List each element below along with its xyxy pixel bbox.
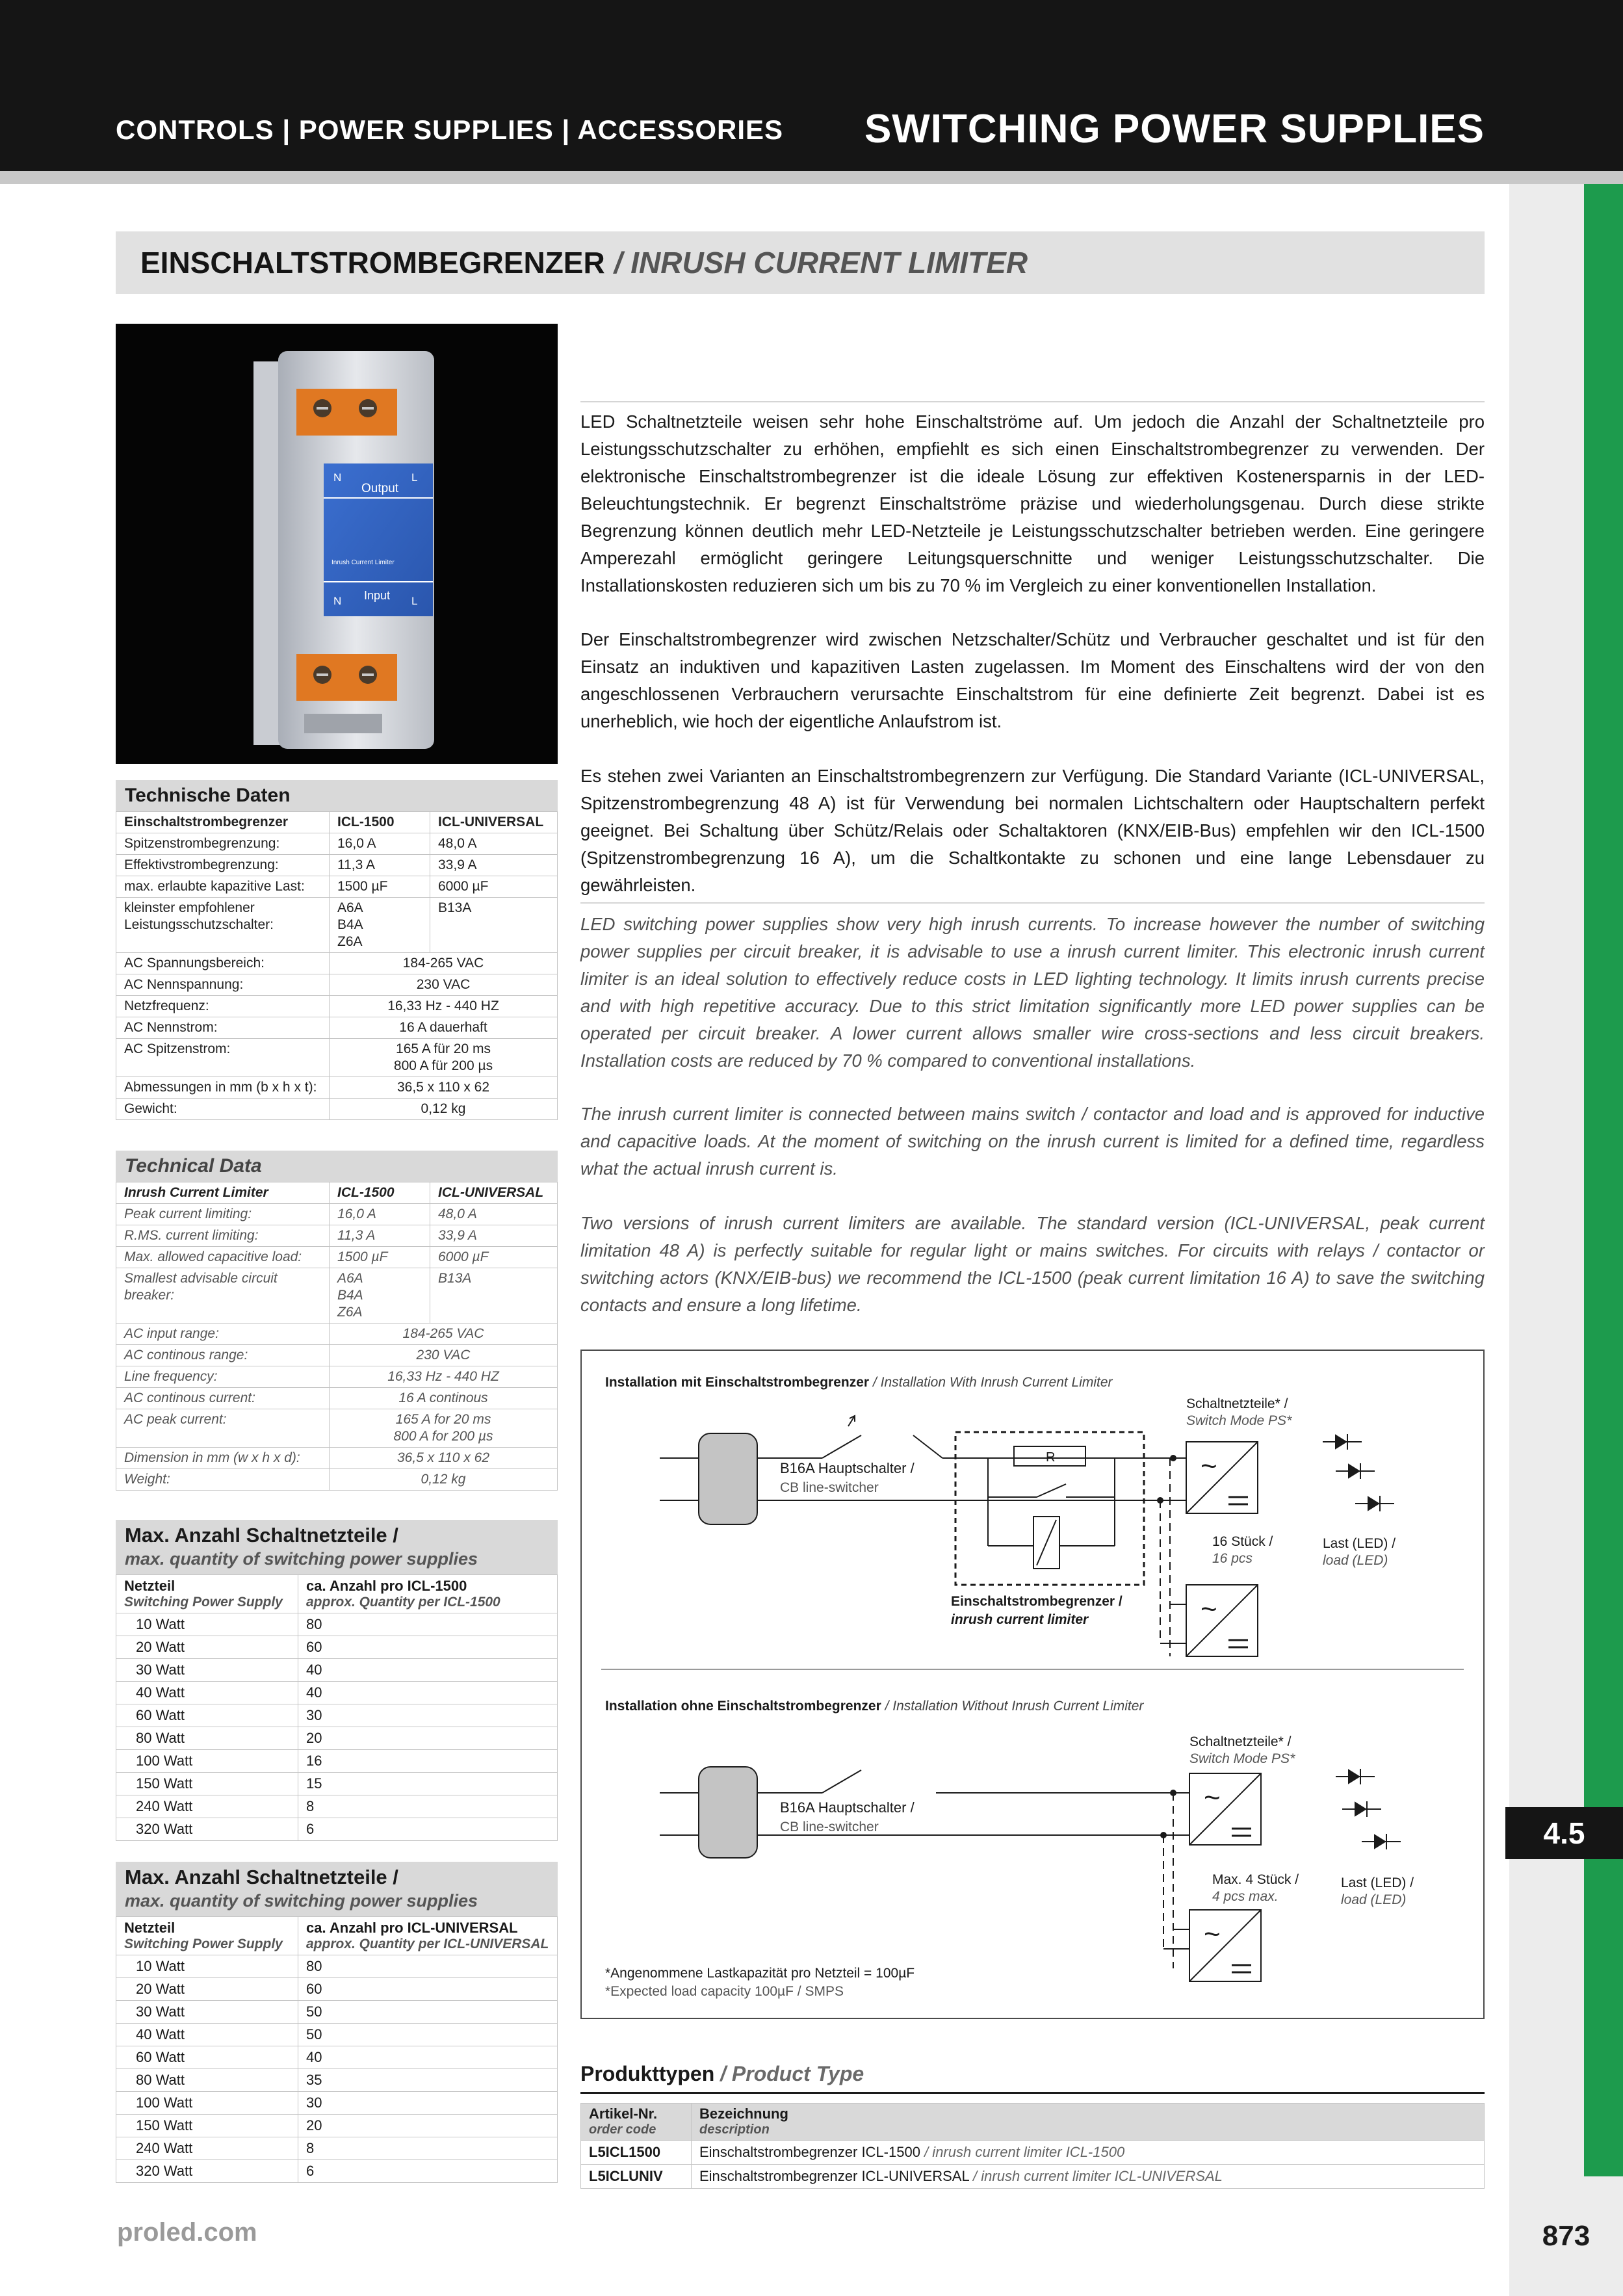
table-row: L5ICLUNIV Einschaltstrombegrenzer ICL-UNIVERSAL / inrush current limiter ICL-UNIVERSAL	[581, 2165, 1485, 2189]
switch-label-de-1: B16A Hauptschalter /	[780, 1460, 915, 1476]
svg-text:~: ~	[1204, 1918, 1221, 1950]
wiring-diagram-svg	[582, 1351, 1483, 2018]
qty-title-en: max. quantity of switching power supplies	[125, 1891, 478, 1911]
ps-label-de-1: Schaltnetzteile* /	[1186, 1396, 1288, 1411]
table-row: 60 Watt 40	[116, 2046, 558, 2069]
ps-label-en-1: Switch Mode PS*	[1186, 1413, 1292, 1428]
power-source-1	[699, 1433, 757, 1524]
qty-title-de: Max. Anzahl Schaltnetzteile /	[125, 1866, 398, 1888]
spec-row: kleinster empfohlener Leistungsschutzschalter: A6A B4A Z6A B13A	[116, 898, 558, 953]
ps-label-en-2: Switch Mode PS*	[1189, 1751, 1295, 1766]
table-row: 80 Watt 20	[116, 1727, 558, 1750]
spec-row: Max. allowed capacitive load: 1500 µF 6000 µF	[116, 1247, 558, 1268]
load-label-de-2: Last (LED) /	[1341, 1875, 1414, 1890]
table-row: 240 Watt 8	[116, 1795, 558, 1818]
spec-row: AC peak current: 165 A for 20 ms 800 A for 200 µs	[116, 1409, 558, 1448]
spec-row: AC continous current: 16 A continous	[116, 1388, 558, 1409]
spec-row: AC Nennstrom: 16 A dauerhaft	[116, 1017, 558, 1039]
table-row: 150 Watt 15	[116, 1773, 558, 1795]
led-load-2	[1336, 1769, 1401, 1849]
product-types-table: Artikel-Nr. order code Bezeichnung description L5ICL1500 Einschaltstrombegrenzer ICL-1500 / inrush current limiter ICL-1500 L5ICLUNIV Einschaltstrombegrenzer ICL-UNIVERSAL / inrush current limiter ICL-UNIVERSAL	[580, 2103, 1485, 2189]
table-row: 20 Watt 60	[116, 1636, 558, 1659]
footer-brand: proled.com	[117, 2218, 257, 2247]
qty-title-en: max. quantity of switching power supplies	[125, 1549, 478, 1569]
table-row: 100 Watt 16	[116, 1750, 558, 1773]
icl-label-de: Einschaltstrombegrenzer /	[951, 1594, 1123, 1609]
text-divider	[580, 902, 1485, 904]
load-label-de-1: Last (LED) /	[1323, 1536, 1396, 1551]
chapter-color-strip	[1584, 184, 1623, 2176]
switch-label-en-1: CB line-switcher	[780, 1480, 879, 1495]
spec-row: Abmessungen in mm (b x h x t): 36,5 x 110 x 62	[116, 1077, 558, 1099]
diagram-2-title: Installation ohne Einschaltstrombegrenzer / Installation Without Inrush Current Limiter	[605, 1699, 1144, 1714]
spec-row: Gewicht: 0,12 kg	[116, 1099, 558, 1120]
ps-label-de-2: Schaltnetzteile* /	[1189, 1734, 1292, 1749]
svg-text:~: ~	[1201, 1593, 1217, 1625]
spec-row: Spitzenstrombegrenzung: 16,0 A 48,0 A	[116, 833, 558, 855]
label-n-bottom: N	[333, 595, 342, 607]
label-l-top: L	[411, 471, 418, 484]
spec-row: AC input range: 184-265 VAC	[116, 1324, 558, 1345]
product-heading	[116, 231, 1485, 294]
spec-row: Dimension in mm (w x h x d): 36,5 x 110 x 62	[116, 1448, 558, 1469]
qty-label-de-2: Max. 4 Stück /	[1212, 1872, 1299, 1887]
svg-text:~: ~	[1204, 1782, 1221, 1814]
section-title: SWITCHING POWER SUPPLIES	[864, 107, 1485, 151]
spec-row: AC Spitzenstrom: 165 A für 20 ms 800 A für 200 µs	[116, 1039, 558, 1077]
table-row: 320 Watt 6	[116, 1818, 558, 1841]
load-label-en-2: load (LED)	[1341, 1892, 1407, 1907]
load-label-en-1: load (LED)	[1323, 1553, 1388, 1568]
spec-col-icl1500: ICL-1500	[330, 1182, 430, 1204]
label-device-name: Inrush Current Limiter	[331, 559, 395, 566]
category-title: CONTROLS | POWER SUPPLIES | ACCESSORIES	[116, 114, 784, 145]
spec-row: Effektivstrombegrenzung: 11,3 A 33,9 A	[116, 855, 558, 876]
chapter-tab: 4.5	[1505, 1807, 1623, 1859]
page-number: 873	[1542, 2220, 1591, 2252]
spec-row: AC Nennspannung: 230 VAC	[116, 974, 558, 996]
diagram-1-title: Installation mit Einschaltstrombegrenzer / Installation With Inrush Current Limiter	[605, 1375, 1113, 1390]
table-row: 20 Watt 60	[116, 1978, 558, 2001]
switch-label-de-2: B16A Hauptschalter /	[780, 1799, 915, 1816]
switch-label-en-2: CB line-switcher	[780, 1820, 879, 1834]
spec-col-label: Einschaltstrombegrenzer	[116, 812, 330, 833]
table-row: 40 Watt 40	[116, 1682, 558, 1704]
table-row: 30 Watt 50	[116, 2001, 558, 2024]
spec-col-universal: ICL-UNIVERSAL	[430, 1182, 558, 1204]
spec-row: Weight: 0,12 kg	[116, 1469, 558, 1491]
product-types-title: Produkttypen / Product Type	[580, 2062, 864, 2085]
table-row: 80 Watt 35	[116, 2069, 558, 2092]
spec-row: Netzfrequenz: 16,33 Hz - 440 HZ	[116, 996, 558, 1017]
spec-row: max. erlaubte kapazitive Last: 1500 µF 6000 µF	[116, 876, 558, 898]
spec-table-en-title: Technical Data	[116, 1151, 558, 1182]
product-heading-de: EINSCHALTSTROMBEGRENZER	[140, 246, 605, 280]
diagram-note-de: *Angenommene Lastkapazität pro Netzteil = 100µF	[605, 1966, 915, 1981]
bottom-terminal-block	[296, 654, 397, 701]
text-divider	[580, 401, 1485, 402]
table-row: 40 Watt 50	[116, 2024, 558, 2046]
qty-label-en-1: 16 pcs	[1212, 1551, 1253, 1566]
led-load-1	[1323, 1434, 1394, 1511]
spec-table-de-title: Technische Daten	[116, 780, 558, 811]
text-de-paragraph-3: Es stehen zwei Varianten an Einschaltstrombegrenzern zur Verfügung. Die Standard Variante (ICL-UNIVERSAL, Spitzenstrombegrenzung 48 A) ist für Verwendung bei normalen Lichtschaltern oder Hauptschaltern perfekt geeignet. Bei Schaltung über Schütz/Relais oder Schaltaktoren (KNX/EIB-Bus) empfehlen wir den ICL-1500 (Spitzenstrombegrenzung 16 A), um die Schaltkontakte zu schonen und eine lange Lebensdauer zu gewährleisten.	[580, 766, 1485, 895]
icl-label-en: inrush current limiter	[951, 1612, 1089, 1627]
din-rail-module-image	[116, 324, 558, 764]
table-row: 100 Watt 30	[116, 2092, 558, 2115]
text-de-paragraph-1: LED Schaltnetzteile weisen sehr hohe Einschaltströme auf. Um jedoch die Anzahl der Schaltnetzteile pro Leistungsschutzschalter zu erhöhen, empfiehlt es sich einen Einschaltstrombegrenzer zu verwenden. Der elektronische Einschaltstrombegrenzer ist die ideale Lösung zur effektiven Kostenersparnis in der LED-Beleuchtungstechnik. Er begrenzt Einschaltströme präzise und wiederholungsgenau. Durch diese strikte Begrenzung können deutlich mehr LED-Netzteile je Leistungsschutzschalter betrieben werden. Eine geringere Amperezahl ermöglicht geringere Leitungsquerschnitte und weniger Leistungsschutzschalter. Die Installationskosten reduzieren sich um bis zu 70 % im Vergleich zu einer konventionellen Installation.	[580, 411, 1485, 595]
table-row: 150 Watt 20	[116, 2115, 558, 2137]
spec-table-en	[116, 1151, 558, 1491]
main-switch-2	[822, 1770, 861, 1793]
qty-label-en-2: 4 pcs max.	[1212, 1889, 1279, 1904]
spec-row: R.MS. current limiting: 11,3 A 33,9 A	[116, 1225, 558, 1247]
spec-row: Peak current limiting: 16,0 A 48,0 A	[116, 1204, 558, 1225]
spec-table-de	[116, 780, 558, 1120]
table-row: 10 Watt 80	[116, 1613, 558, 1636]
spec-row: Line frequency: 16,33 Hz - 440 HZ	[116, 1366, 558, 1388]
product-types-rule	[580, 2092, 1485, 2094]
spec-col-universal: ICL-UNIVERSAL	[430, 812, 558, 833]
text-en-paragraph-1: LED switching power supplies show very high inrush currents. To increase however the number of switching power supplies per circuit breaker, it is advisable to use a inrush current limiter. This electronic inrush current limiter is an ideal solution to effectively reduce costs in LED lighting technology. It limits inrush currents precise and with high repetitive accuracy. Due to this strict limitation significantly more LED power supplies can be operated per circuit breaker. A lower current allows smaller wire cross-sections and less circuit breakers. Installation costs are reduced by 70 % compared to conventional installations.	[580, 914, 1485, 1071]
text-en-paragraph-3: Two versions of inrush current limiters are available. The standard version (ICL-UNIVERSAL, peak current limitation 48 A) is perfectly suitable for regular light or mains switches. For circuits with relays / contactor or switching actors (KNX/EIB-bus) we recommend the ICL-1500 (peak current limitation 16 A) to save the switching contacts and ensure a long lifetime.	[580, 1213, 1485, 1315]
wiring-diagram	[580, 1350, 1485, 2019]
label-input: Input	[364, 589, 391, 602]
label-n-top: N	[333, 471, 342, 484]
qty-title-de: Max. Anzahl Schaltnetzteile /	[125, 1524, 398, 1546]
header-divider	[0, 171, 1623, 184]
table-row: L5ICL1500 Einschaltstrombegrenzer ICL-1500 / inrush current limiter ICL-1500	[581, 2141, 1485, 2165]
qty-label-de-1: 16 Stück /	[1212, 1534, 1273, 1549]
text-de-paragraph-2: Der Einschaltstrombegrenzer wird zwischen Netzschalter/Schütz und Verbraucher geschaltet und ist für den Einsatz an induktiven und kapazitiven Lasten zugelassen. Im Moment des Einschaltens wird der von den angeschlossenen Verbrauchern verursachte Einschaltstrom für eine definierte Zeit begrenzt. Dabei ist es unerheblich, wie hoch der eigentliche Anlaufstrom ist.	[580, 629, 1485, 731]
table-row: 60 Watt 30	[116, 1704, 558, 1727]
table-row: 240 Watt 8	[116, 2137, 558, 2160]
spec-row: Smallest advisable circuit breaker: A6A B4A Z6A B13A	[116, 1268, 558, 1324]
main-switch-1	[822, 1435, 861, 1458]
diagram-note-en: *Expected load capacity 100µF / SMPS	[605, 1984, 844, 1999]
svg-text:~: ~	[1201, 1450, 1217, 1482]
product-heading-en: / INRUSH CURRENT LIMITER	[614, 246, 1028, 280]
table-row: 10 Watt 80	[116, 1955, 558, 1978]
text-en-paragraph-2: The inrush current limiter is connected between mains switch / contactor and load and is approved for inductive and capacitive loads. At the moment of switching on the inrush current is limited for a defined time, regardless what the actual inrush current is.	[580, 1104, 1485, 1179]
spec-row: AC continous range: 230 VAC	[116, 1345, 558, 1366]
table-row: 30 Watt 40	[116, 1659, 558, 1682]
resistor-label: R	[1046, 1450, 1056, 1465]
spec-col-icl1500: ICL-1500	[330, 812, 430, 833]
label-l-bottom: L	[411, 595, 418, 607]
spec-col-label: Inrush Current Limiter	[116, 1182, 330, 1204]
qty-table-icl1500: Max. Anzahl Schaltnetzteile / max. quantity of switching power supplies Netzteil Switching Power Supply ca. Anzahl pro ICL-1500 approx. Quantity per ICL-1500 10 Watt 80 20 Watt 60 30 Watt 40 40 Watt 40 60 Watt 30 80 Watt 20 100 Watt 16 150 Watt 15 240 Watt 8 320 Watt 6	[116, 1520, 558, 1841]
table-row: 320 Watt 6	[116, 2160, 558, 2183]
power-source-2	[699, 1767, 757, 1858]
spec-row: AC Spannungsbereich: 184-265 VAC	[116, 953, 558, 974]
top-terminal-block	[296, 389, 397, 436]
product-photo	[116, 324, 558, 764]
label-output: Output	[361, 482, 399, 495]
qty-table-universal: Max. Anzahl Schaltnetzteile / max. quantity of switching power supplies Netzteil Switching Power Supply ca. Anzahl pro ICL-UNIVERSAL approx. Quantity per ICL-UNIVERSAL 10 Watt 80 20 Watt 60 30 Watt 50 40 Watt 50 60 Watt 40 80 Watt 35 100 Watt 30 150 Watt 20 240 Watt 8 320 Watt 6	[116, 1862, 558, 2183]
